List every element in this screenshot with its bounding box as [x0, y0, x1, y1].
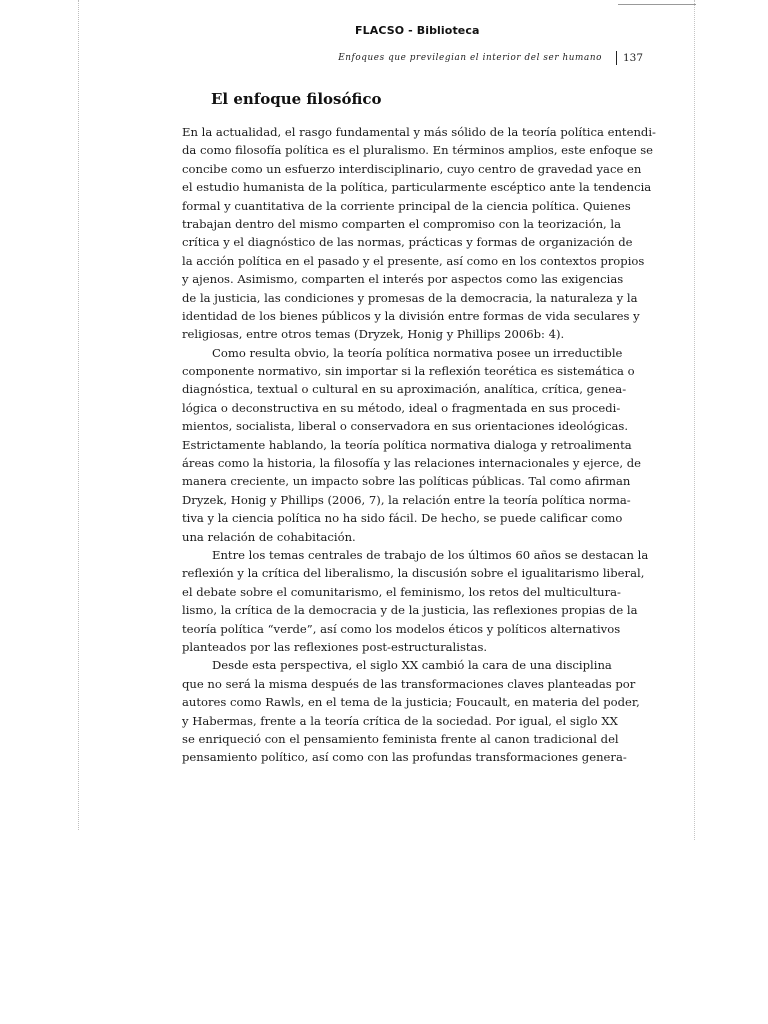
- text-line: y Habermas, frente a la teoría crítica de la sociedad. Por igual, el siglo XX: [182, 713, 618, 728]
- text-line: y ajenos. Asimismo, comparten el interés por aspectos como las exigencias: [182, 272, 624, 287]
- text-line: mientos, socialista, liberal o conservadora en sus orientaciones ideológicas.: [182, 419, 629, 434]
- text-line: la acción política en el pasado y el presente, así como en los contextos propios: [182, 253, 645, 268]
- text-line: da como filosofía política es el pluralismo. En términos amplios, este enfoque se: [182, 143, 654, 158]
- text-line: Entre los temas centrales de trabajo de los últimos 60 años se destacan la: [212, 547, 649, 562]
- page-number: 137: [623, 52, 644, 64]
- text-line: trabajan dentro del mismo comparten el compromiso con la teorización, la: [182, 216, 622, 231]
- scan-edge-right: [694, 0, 696, 840]
- text-line: autores como Rawls, en el tema de la justicia; Foucault, en materia del poder,: [182, 695, 640, 710]
- text-line: En la actualidad, el rasgo fundamental y más sólido de la teoría política entendi-: [182, 125, 656, 139]
- text-line: una relación de cohabitación.: [182, 529, 356, 544]
- text-line: Desde esta perspectiva, el siglo XX cambió la cara de una disciplina: [212, 658, 612, 673]
- text-line: formal y cuantitativa de la corriente principal de la ciencia política. Quienes: [182, 198, 631, 213]
- text-line: concibe como un esfuerzo interdisciplinario, cuyo centro de gravedad yace en: [182, 161, 642, 176]
- text-line: identidad de los bienes públicos y la división entre formas de vida seculares y: [182, 308, 640, 323]
- text-line: Dryzek, Honig y Phillips (2006, 7), la relación entre la teoría política norma-: [182, 492, 631, 507]
- text-line: pensamiento político, así como con las profundas transformaciones genera-: [182, 750, 627, 765]
- text-line: se enriqueció con el pensamiento feminista frente al canon tradicional del: [182, 731, 619, 746]
- section-title: El enfoque filosófico: [211, 90, 382, 108]
- text-line: el estudio humanista de la política, particularmente escéptico ante la tendencia: [182, 180, 652, 195]
- text-line: lógica o deconstructiva en su método, ideal o fragmentada en sus procedi-: [182, 400, 621, 415]
- body-text: [182, 123, 656, 767]
- text-line: teoría política “verde”, así como los modelos éticos y políticos alternativos: [182, 621, 621, 636]
- text-line: Como resulta obvio, la teoría política normativa posee un irreductible: [212, 345, 623, 360]
- text-line: manera creciente, un impacto sobre las políticas públicas. Tal como afirman: [182, 474, 631, 489]
- library-stamp: FLACSO - Biblioteca: [355, 24, 480, 37]
- text-line: planteados por las reflexiones post-estructuralistas.: [182, 639, 488, 654]
- text-line: Estrictamente hablando, la teoría política normativa dialoga y retroalimenta: [182, 437, 632, 452]
- running-head: Enfoques que previlegian el interior del ser humano: [338, 53, 602, 63]
- text-line: de la justicia, las condiciones y promesas de la democracia, la naturaleza y la: [182, 290, 638, 305]
- text-line: crítica y el diagnóstico de las normas, prácticas y formas de organización de: [182, 235, 633, 250]
- text-line: reflexión y la crítica del liberalismo, la discusión sobre el igualitarismo liberal,: [182, 566, 645, 581]
- scan-top-rule: [618, 4, 696, 5]
- text-line: diagnóstica, textual o cultural en su aproximación, analítica, crítica, genea-: [182, 382, 627, 397]
- text-line: componente normativo, sin importar si la reflexión teorética es sistemática o: [182, 364, 635, 379]
- text-line: religiosas, entre otros temas (Dryzek, Honig y Phillips 2006b: 4).: [182, 327, 565, 342]
- scan-edge-left: [78, 0, 80, 830]
- text-line: lismo, la crítica de la democracia y de la justicia, las reflexiones propias de la: [182, 603, 638, 618]
- running-head-separator: [616, 51, 617, 65]
- text-line: áreas como la historia, la filosofía y las relaciones internacionales y ejerce, de: [182, 456, 641, 471]
- text-line: que no será la misma después de las transformaciones claves planteadas por: [182, 676, 636, 691]
- text-line: tiva y la ciencia política no ha sido fácil. De hecho, se puede calificar como: [182, 511, 623, 526]
- text-line: el debate sobre el comunitarismo, el feminismo, los retos del multicultura-: [182, 584, 621, 599]
